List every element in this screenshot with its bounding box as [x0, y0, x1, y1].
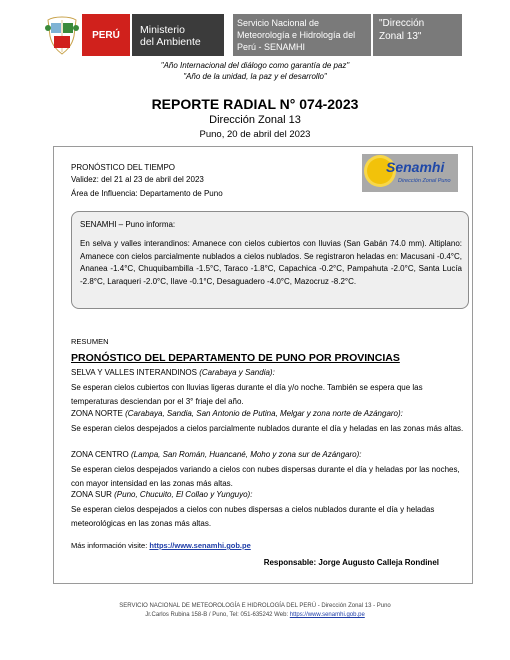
zone-name: SELVA Y VALLES INTERANDINOS — [71, 368, 197, 377]
dz-line-1: "Dirección — [379, 18, 425, 29]
more-info — [71, 541, 251, 550]
logo-name: Senamhi — [386, 159, 445, 175]
footer-address: Jr.Carlos Rubina 158-B / Puno, Tel: 051-635242 Web: — [145, 612, 289, 618]
senamhi-line-3: Perú - SENAMHI — [237, 42, 306, 52]
zone-heading — [71, 490, 469, 499]
more-info-label: Más información visite: — [71, 541, 148, 550]
peru-coat-of-arms-icon — [44, 14, 80, 56]
senamhi-logo — [362, 154, 458, 192]
zone-name: ZONA NORTE — [71, 409, 123, 418]
summary-label: RESUMEN — [71, 337, 109, 346]
forecast-heading: PRONÓSTICO DEL TIEMPO — [71, 163, 176, 172]
footer-website-link[interactable]: https://www.senamhi.gob.pe — [289, 612, 365, 618]
senamhi-label — [233, 14, 371, 56]
zone-places: (Carabaya y Sandia): — [199, 368, 275, 377]
ministry-label — [132, 14, 224, 56]
footer-line-1: SERVICIO NACIONAL DE METEOROLOGÍA E HIDROLOGÍA DEL PERÚ - Dirección Zonal 13 - Puno — [119, 603, 391, 609]
zone-text: Se esperan cielos cubiertos con lluvias ligeras durante el día y/o noche. También se espera que las temperaturas desciendan por el 3° friaje del año. — [71, 383, 423, 406]
report-date: Puno, 20 de abril del 2023 — [199, 129, 311, 140]
ministry-line-2: del Ambiente — [140, 36, 201, 48]
zone-heading — [71, 409, 469, 418]
logo-subtitle: Dirección Zonal Puno — [398, 178, 451, 184]
footer-line-2 — [0, 612, 510, 618]
zone-places: (Carabaya, Sandia, San Antonio de Putina, Melgar y zona norte de Azángaro): — [125, 409, 403, 418]
zone-heading — [71, 450, 469, 459]
senamhi-line-2: Meteorología e Hidrología del — [237, 30, 356, 40]
header-band — [44, 14, 224, 56]
zone-text: Se esperan cielos despejados a cielos parcialmente nublados durante el día y heladas en las zonas más altas. — [71, 424, 464, 433]
zone-heading — [71, 368, 469, 377]
forecast-validity: Validez: del 21 al 23 de abril del 2023 — [71, 175, 204, 184]
country-label: PERÚ — [82, 14, 130, 56]
year-motto-2: "Año de la unidad, la paz y el desarrollo" — [183, 72, 327, 81]
year-motto-1: "Año Internacional del diálogo como garantía de paz" — [160, 61, 350, 70]
zone-places: (Lampa, San Román, Huancané, Moho y zona sur de Azángaro): — [131, 450, 362, 459]
zone-name: ZONA CENTRO — [71, 450, 129, 459]
senamhi-line-1: Servicio Nacional de — [237, 18, 320, 28]
zonal-direction-label — [373, 14, 462, 56]
zone-text: Se esperan cielos despejados a cielos con nubes dispersas a cielos nublados durante el día y heladas meteorológicas en las zonas más altas. — [71, 505, 435, 528]
ministry-line-1: Ministerio — [140, 24, 185, 36]
inform-body: En selva y valles interandinos: Amanece con cielos cubiertos con lluvias (San Gabán 74.0 mm). Altiplano: Amanece con cielos parcialmente nublados a cielos nublados. Se registraron heladas en: Macusani -0.4°C, Ananea -1.4°C, Chuquibambilla -1.5°C, Taraco -1.8°C, Capachica -0.2°C, Pampahuta -2.0°C, Santa Lucía -2.8°C, Laraqueri -2.0°C, Ilave -0.1°C, Desaguadero -4.0°C, Mazocruz -8.2°C. — [80, 239, 462, 286]
summary-title: PRONÓSTICO DEL DEPARTAMENTO DE PUNO POR PROVINCIAS — [71, 352, 400, 364]
zone-name: ZONA SUR — [71, 490, 112, 499]
website-link[interactable]: https://www.senamhi.gob.pe — [149, 541, 251, 550]
responsible: Responsable: Jorge Augusto Calleja Rondinel — [263, 558, 439, 567]
dz-line-2: Zonal 13" — [379, 31, 422, 42]
report-title: REPORTE RADIAL N° 074-2023 — [151, 96, 359, 112]
zone-places: (Puno, Chucuito, El Collao y Yunguyo): — [114, 490, 253, 499]
report-subtitle: Dirección Zonal 13 — [209, 114, 301, 126]
inform-heading: SENAMHI – Puno informa: — [80, 220, 176, 229]
zone-text: Se esperan cielos despejados variando a cielos con nubes dispersas durante el día y heladas por las noches, con mayor intensidad en las zonas más altas. — [71, 465, 460, 488]
forecast-area: Área de Influencia: Departamento de Puno — [71, 189, 223, 198]
